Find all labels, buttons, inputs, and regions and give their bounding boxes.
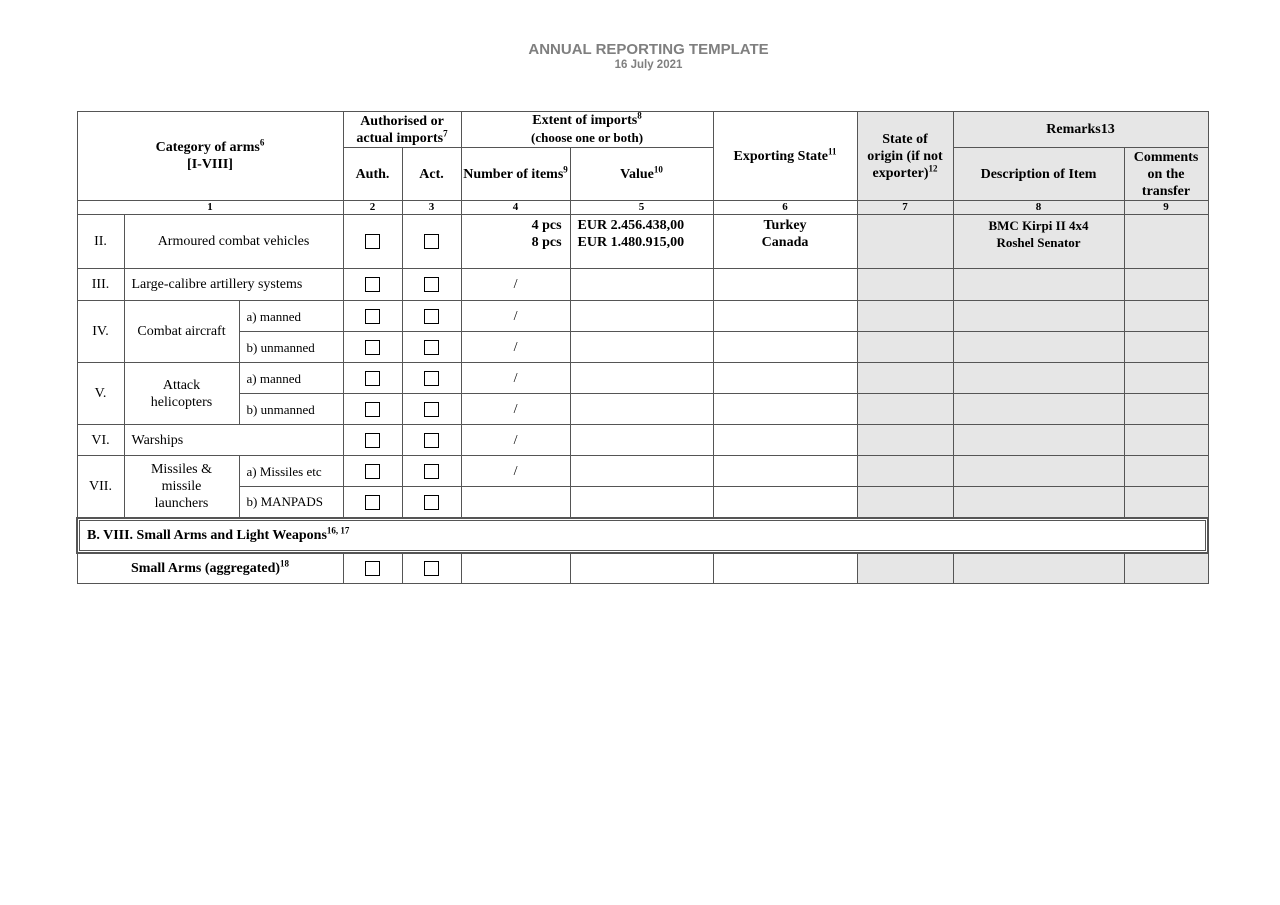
table-row bbox=[77, 425, 1208, 456]
number-items-cell: 4 pcs 8 pcs bbox=[461, 215, 570, 269]
value-cell bbox=[570, 553, 713, 584]
exporting-state-cell bbox=[713, 301, 857, 332]
auth-checkbox[interactable] bbox=[343, 487, 402, 518]
header-comments: Comments on the transfer bbox=[1124, 148, 1208, 201]
header-value: Value$^{10}$ bbox=[570, 148, 713, 201]
page-title: ANNUAL REPORTING TEMPLATE bbox=[528, 41, 769, 58]
row-roman: IV. bbox=[77, 301, 124, 363]
header-number-items: Number of items$^9$ bbox=[461, 148, 570, 201]
state-origin-cell bbox=[857, 553, 953, 584]
comments-cell bbox=[1124, 332, 1208, 363]
comments-cell bbox=[1124, 394, 1208, 425]
value-cell bbox=[570, 394, 713, 425]
exporting-state-cell: Turkey Canada bbox=[713, 215, 857, 269]
row-category: Attack helicopters bbox=[124, 363, 239, 425]
number-items-cell: / bbox=[461, 269, 570, 301]
header-authorised: Authorised or actual imports$^7$ bbox=[343, 112, 461, 148]
header-auth: Auth. bbox=[343, 148, 402, 201]
number-items-cell: / bbox=[461, 301, 570, 332]
value-cell: EUR 2.456.438,00 EUR 1.480.915,00 bbox=[570, 215, 713, 269]
page-date: 16 July 2021 bbox=[614, 59, 683, 71]
row-category: Missiles & missile launchers bbox=[124, 456, 239, 518]
value-cell bbox=[570, 269, 713, 301]
state-origin-cell bbox=[857, 269, 953, 301]
header-category: Category of arms$^6$ [I-VIII] bbox=[77, 112, 343, 201]
row-category: Combat aircraft bbox=[124, 301, 239, 363]
number-items-cell: / bbox=[461, 394, 570, 425]
comments-cell bbox=[1124, 301, 1208, 332]
section-b-header: B. VIII. Small Arms and Light Weapons$^{16, 17}$ bbox=[77, 518, 1208, 553]
section-b-row bbox=[77, 518, 1208, 553]
row-subcategory: b) MANPADS bbox=[239, 487, 343, 518]
description-cell bbox=[953, 301, 1124, 332]
table-row bbox=[77, 487, 1208, 518]
act-checkbox[interactable] bbox=[402, 456, 461, 487]
act-checkbox[interactable] bbox=[402, 425, 461, 456]
header-act: Act. bbox=[402, 148, 461, 201]
exporting-state-cell bbox=[713, 487, 857, 518]
col-number: 3 bbox=[402, 201, 461, 215]
exporting-state-cell bbox=[713, 363, 857, 394]
number-items-cell: / bbox=[461, 456, 570, 487]
comments-cell bbox=[1124, 553, 1208, 584]
act-checkbox[interactable] bbox=[402, 363, 461, 394]
table-row bbox=[77, 553, 1208, 584]
description-cell bbox=[953, 332, 1124, 363]
state-origin-cell bbox=[857, 425, 953, 456]
comments-cell bbox=[1124, 456, 1208, 487]
table-row bbox=[77, 301, 1208, 332]
number-items-cell bbox=[461, 553, 570, 584]
header-exporting-state: Exporting State$^{11}$ bbox=[713, 112, 857, 201]
row-category: Warships bbox=[124, 425, 343, 456]
act-checkbox[interactable] bbox=[402, 215, 461, 269]
auth-checkbox[interactable] bbox=[343, 425, 402, 456]
table-row bbox=[77, 394, 1208, 425]
col-number: 8 bbox=[953, 201, 1124, 215]
act-checkbox[interactable] bbox=[402, 487, 461, 518]
number-items-cell: / bbox=[461, 425, 570, 456]
value-cell bbox=[570, 301, 713, 332]
description-cell bbox=[953, 553, 1124, 584]
auth-checkbox[interactable] bbox=[343, 332, 402, 363]
row-category: Large-calibre artillery systems bbox=[124, 269, 343, 301]
state-origin-cell bbox=[857, 363, 953, 394]
col-number: 7 bbox=[857, 201, 953, 215]
row-subcategory: a) manned bbox=[239, 301, 343, 332]
auth-checkbox[interactable] bbox=[343, 301, 402, 332]
small-arms-label: Small Arms (aggregated)$^{18}$ bbox=[77, 553, 343, 584]
act-checkbox[interactable] bbox=[402, 332, 461, 363]
auth-checkbox[interactable] bbox=[343, 394, 402, 425]
comments-cell bbox=[1124, 269, 1208, 301]
exporting-state-cell bbox=[713, 456, 857, 487]
number-items-cell: / bbox=[461, 363, 570, 394]
value-cell bbox=[570, 363, 713, 394]
col-number: 1 bbox=[77, 201, 343, 215]
auth-checkbox[interactable] bbox=[343, 456, 402, 487]
auth-checkbox[interactable] bbox=[343, 269, 402, 301]
state-origin-cell bbox=[857, 456, 953, 487]
exporting-state-cell bbox=[713, 332, 857, 363]
row-roman: III. bbox=[77, 269, 124, 301]
comments-cell bbox=[1124, 215, 1208, 269]
table-row bbox=[77, 456, 1208, 487]
row-roman: VII. bbox=[77, 456, 124, 518]
number-items-cell bbox=[461, 487, 570, 518]
value-cell bbox=[570, 487, 713, 518]
header-description: Description of Item bbox=[953, 148, 1124, 201]
col-number: 4 bbox=[461, 201, 570, 215]
comments-cell bbox=[1124, 425, 1208, 456]
description-cell bbox=[953, 487, 1124, 518]
header-extent: Extent of imports$^8$ (choose one or both) bbox=[461, 112, 713, 148]
description-cell bbox=[953, 425, 1124, 456]
col-number: 6 bbox=[713, 201, 857, 215]
table-row bbox=[77, 332, 1208, 363]
header-remarks: Remarks13 bbox=[953, 112, 1208, 148]
col-number: 9 bbox=[1124, 201, 1208, 215]
description-cell bbox=[953, 269, 1124, 301]
exporting-state-cell bbox=[713, 553, 857, 584]
auth-checkbox[interactable] bbox=[343, 363, 402, 394]
number-items-cell: / bbox=[461, 332, 570, 363]
row-category: Armoured combat vehicles bbox=[124, 215, 343, 269]
table-row bbox=[77, 269, 1208, 301]
description-cell bbox=[953, 363, 1124, 394]
row-roman: II. bbox=[77, 215, 124, 269]
exporting-state-cell bbox=[713, 425, 857, 456]
description-cell bbox=[953, 394, 1124, 425]
row-subcategory: a) Missiles etc bbox=[239, 456, 343, 487]
value-cell bbox=[570, 332, 713, 363]
act-checkbox[interactable] bbox=[402, 269, 461, 301]
row-subcategory: b) unmanned bbox=[239, 332, 343, 363]
description-cell bbox=[953, 456, 1124, 487]
header-state-origin: State of origin (if not exporter)$^{12}$ bbox=[857, 112, 953, 201]
state-origin-cell bbox=[857, 487, 953, 518]
table-row bbox=[77, 363, 1208, 394]
description-cell: BMC Kirpi II 4x4 Roshel Senator bbox=[953, 215, 1124, 269]
row-roman: V. bbox=[77, 363, 124, 425]
auth-checkbox[interactable] bbox=[343, 553, 402, 584]
act-checkbox[interactable] bbox=[402, 394, 461, 425]
comments-cell bbox=[1124, 487, 1208, 518]
col-number: 2 bbox=[343, 201, 402, 215]
exporting-state-cell bbox=[713, 269, 857, 301]
act-checkbox[interactable] bbox=[402, 553, 461, 584]
value-cell bbox=[570, 425, 713, 456]
state-origin-cell bbox=[857, 394, 953, 425]
row-subcategory: b) unmanned bbox=[239, 394, 343, 425]
col-number: 5 bbox=[570, 201, 713, 215]
state-origin-cell bbox=[857, 215, 953, 269]
exporting-state-cell bbox=[713, 394, 857, 425]
comments-cell bbox=[1124, 363, 1208, 394]
table-row bbox=[77, 215, 1208, 269]
value-cell bbox=[570, 456, 713, 487]
state-origin-cell bbox=[857, 332, 953, 363]
row-subcategory: a) manned bbox=[239, 363, 343, 394]
state-origin-cell bbox=[857, 301, 953, 332]
row-roman: VI. bbox=[77, 425, 124, 456]
auth-checkbox[interactable] bbox=[343, 215, 402, 269]
reporting-table bbox=[76, 111, 1209, 584]
act-checkbox[interactable] bbox=[402, 301, 461, 332]
